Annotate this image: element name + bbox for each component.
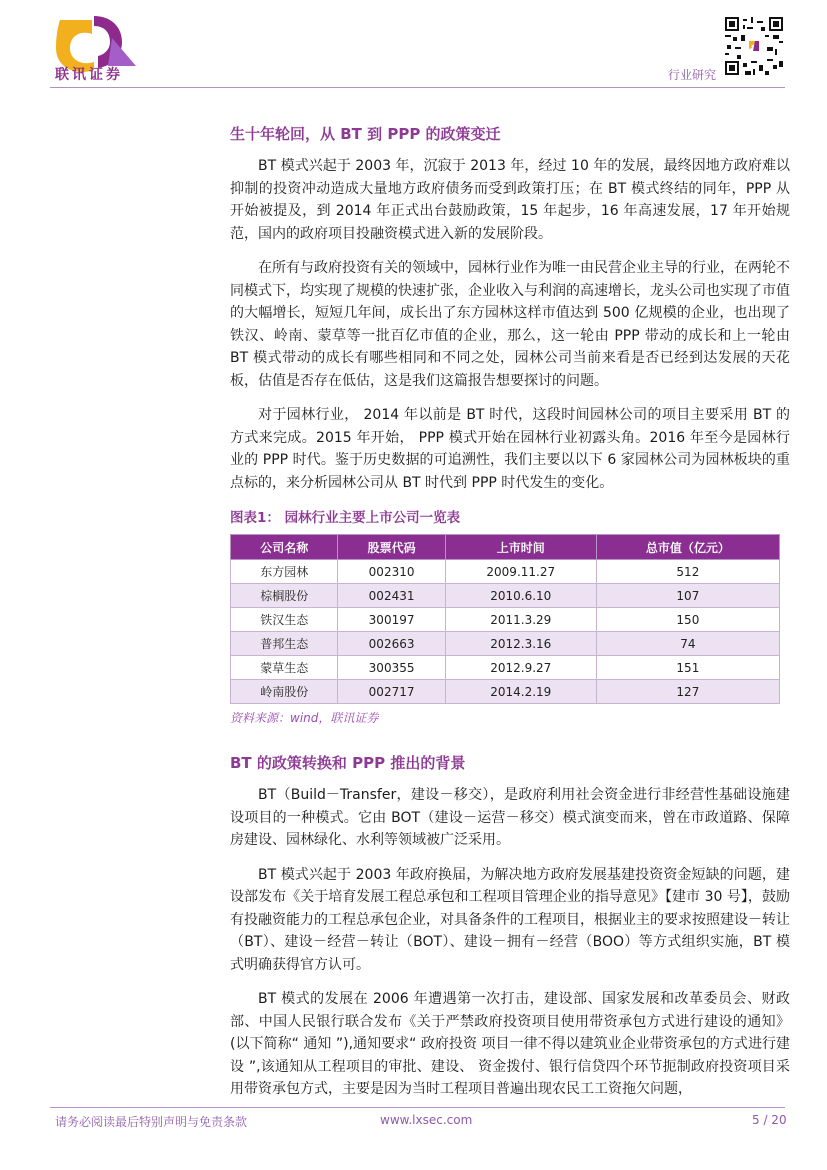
header-divider [50, 87, 785, 88]
disclaimer-link[interactable]: 请务必阅读最后特别声明与免责条款 [55, 1115, 248, 1129]
paragraph: 在所有与政府投资有关的领域中，园林行业作为唯一由民营企业主导的行业，在两轮不同模式下，均实现了规模的快速扩张，企业收入与利润的高速增长，龙头公司也实现了市值的大幅增长，短短几年间，成长出了东方园林这样市值达到 500 亿规模的企业，也出现了铁汉、岭南、蒙草等一批百亿市值的企业，那么，这一轮由 PPP 带动的成长和上一轮由 BT 模式带动的成长有哪些相同和不同之处，园林公司当前来看是否已经到达发展的天花板，估值是否存在低估，这是我们这篇报告想要探讨的问题。 [230, 260, 790, 389]
table-row [231, 584, 780, 608]
table-cell: 岭南股份 [231, 680, 338, 704]
column-header: 上市时间 [445, 535, 596, 560]
table-cell: 东方园林 [231, 560, 338, 584]
qr-code-icon [725, 17, 783, 75]
document-type-label: 行业研究 [668, 68, 717, 82]
logo-text: 联讯证券 [55, 67, 123, 83]
table-cell: 普邦生态 [231, 632, 338, 656]
table-cell: 512 [596, 560, 779, 584]
table-cell: 蒙草生态 [231, 656, 338, 680]
table-cell: 74 [596, 632, 779, 656]
footer-divider [50, 1107, 785, 1108]
table-cell: 107 [596, 584, 779, 608]
column-header: 公司名称 [231, 535, 338, 560]
paragraph: BT 模式的发展在 2006 年遭遇第一次打击，建设部、国家发展和改革委员会、财政部、中国人民银行联合发布《关于严禁政府投资项目使用带资承包方式进行建设的通知》(以下简称“ 通知 ”),通知要求“ 政府投资 项目一律不得以建筑业企业带资承包的方式进行建设 ”,该通知从工程项目的审批、建设、 资金拨付、银行信贷四个环节扼制政府投资项目采用带资承包方式，主要是因为当时工程项目普遍出现农民工工资拖欠问题， [230, 991, 790, 1097]
paragraph: BT 模式兴起于 2003 年政府换届，为解决地方政府发展基建投资资金短缺的问题，建设部发布《关于培育发展工程总承包和工程项目管理企业的指导意见》【建市 30 号】，鼓励有投融资能力的工程总承包企业，对具备条件的工程项目，根据业主的要求按照建设－转让（BT）、建设－经营－转让（BOT）、建设－拥有－经营（BOO）等方式组织实施，BT 模式明确获得官方认可。 [230, 866, 790, 973]
page-number: 5 / 20 [752, 1113, 787, 1127]
table-cell: 铁汉生态 [231, 608, 338, 632]
table-cell: 300197 [338, 608, 445, 632]
table-cell: 150 [596, 608, 779, 632]
table-cell: 300355 [338, 656, 445, 680]
table-row [231, 632, 780, 656]
table-row [231, 608, 780, 632]
table-row [231, 680, 780, 704]
table-cell: 2012.9.27 [445, 656, 596, 680]
table-cell: 002717 [338, 680, 445, 704]
figure-source: 资料来源：wind，联讯证券 [230, 711, 379, 725]
table-header-row [231, 535, 780, 560]
table-cell: 002310 [338, 560, 445, 584]
table-cell: 002431 [338, 584, 445, 608]
table-row [231, 656, 780, 680]
column-header: 股票代码 [338, 535, 445, 560]
paragraph: 对于园林行业， 2014 年以前是 BT 时代，这段时间园林公司的项目主要采用 BT 的方式来完成。2015 年开始， PPP 模式开始在园林行业初露头角。2016 年至今是园林行业的 PPP 时代。鉴于历史数据的可追溯性，我们主要以以下 6 家园林公司为园林板块的重点标的，来分析园林公司从 BT 时代到 PPP 时代发生的变化。 [230, 407, 790, 491]
paragraph: BT 模式兴起于 2003 年，沉寂于 2013 年，经过 10 年的发展，最终因地方政府难以抑制的投资冲动造成大量地方政府债务而受到政策打压；在 BT 模式终结的同年，PPP 从开始被提及，到 2014 年正式出台鼓励政策，15 年起步，16 年高速发展，17 年开始规范，国内的政府项目投融资模式进入新的发展阶段。 [230, 158, 790, 242]
page-header [0, 0, 827, 92]
table-cell: 2012.3.16 [445, 632, 596, 656]
paragraph: BT（Build－Transfer，建设－移交），是政府利用社会资金进行非经营性基础设施建设项目的一种模式。它由 BOT（建设－运营－移交）模式演变而来，曾在市政道路、保障房建设、园林绿化、水利等领域被广泛采用。 [230, 787, 790, 848]
figure-title: 图表1： 园林行业主要上市公司一览表 [230, 510, 461, 526]
table-cell: 2011.3.29 [445, 608, 596, 632]
table-cell: 棕榈股份 [231, 584, 338, 608]
table-cell: 2010.6.10 [445, 584, 596, 608]
table-cell: 151 [596, 656, 779, 680]
section-title: BT 的政策转换和 PPP 推出的背景 [230, 754, 466, 772]
table-cell: 127 [596, 680, 779, 704]
website-link[interactable]: www.lxsec.com [380, 1113, 473, 1127]
table-cell: 2009.11.27 [445, 560, 596, 584]
companies-table [230, 534, 780, 704]
column-header: 总市值（亿元） [596, 535, 779, 560]
table-row [231, 560, 780, 584]
main-content [230, 123, 790, 1113]
table-cell: 2014.2.19 [445, 680, 596, 704]
table-cell: 002663 [338, 632, 445, 656]
section-title: 生十年轮回，从 BT 到 PPP 的政策变迁 [230, 125, 501, 143]
